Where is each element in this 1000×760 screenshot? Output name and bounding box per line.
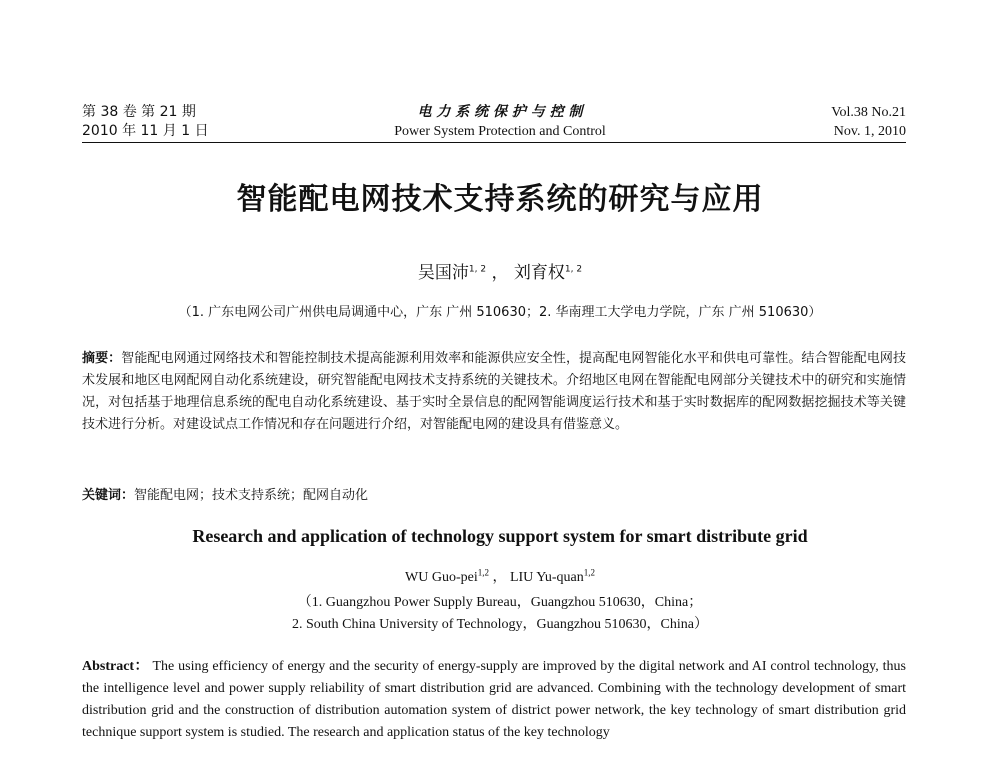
abstract-cn <box>82 348 906 436</box>
affiliation-en-line2: 2. South China University of Technology，Guangzhou 510630，China） <box>291 617 708 632</box>
paper-title-cn: 智能配电网技术支持系统的研究与应用 <box>236 182 764 217</box>
journal-name-en: Power System Protection and Control <box>394 124 606 139</box>
author-name: 吴国沛 <box>417 263 469 283</box>
publication-date-en: Nov. 1, 2010 <box>833 124 906 139</box>
author-separator: ， <box>492 570 507 585</box>
volume-issue-en: Vol.38 No.21 <box>831 105 906 120</box>
header-rule <box>82 142 906 143</box>
author-name: 刘育权 <box>513 263 565 283</box>
paper-title-en: Research and application of technology support system for smart distribute grid <box>192 526 808 546</box>
keywords-label-cn: 关键词： <box>82 488 135 503</box>
author-name: WU Guo-pei <box>405 570 478 585</box>
abstract-label-cn: 摘要： <box>82 351 122 366</box>
authors-en <box>0 566 1000 586</box>
affiliation-en-line1: （1. Guangzhou Power Supply Bureau，Guangzhou 510630，China； <box>297 595 703 610</box>
keywords-cn <box>82 485 906 507</box>
abstract-en <box>82 656 906 744</box>
abstract-text-cn: 智能配电网通过网络技术和智能控制技术提高能源利用效率和能源供应安全性，提高配电网智能化水平和供电可靠性。结合智能配电网技术发展和地区电网配网自动化系统建设，研究智能配电网技术支持系统的关键技术。介绍地区电网在智能配电网部分关键技术中的研究和实施情况，对包括基于地理信息系统的配电自动化系统建设、基于实时全景信息的配网智能调度运行技术和基于实时数据库的配网数据挖掘技术等关键技术进行分析。对建设试点工作情况和存在问题进行介绍，对智能配电网的建设具有借鉴意义。 <box>82 351 906 432</box>
author-affiliation-marker: 1, 2 <box>564 264 583 275</box>
author-affiliation-marker: 1,2 <box>477 567 489 578</box>
author-name: LIU Yu-quan <box>509 570 584 585</box>
author-separator: ， <box>491 263 509 283</box>
publication-date-cn: 2010 年 11 月 1 日 <box>82 123 209 139</box>
author-affiliation-marker: 1, 2 <box>468 264 487 275</box>
author-affiliation-marker: 1,2 <box>583 567 595 578</box>
volume-issue-cn: 第 38 卷 第 21 期 <box>82 104 196 120</box>
abstract-label-en: Abstract： <box>82 659 149 674</box>
abstract-text-en: The using efficiency of energy and the security of energy-supply are improved by the digital network and AI control technology, thus the intelligence level and power supply reliability of smart distribution grid are advanced. Combining with the technology development of smart distribution grid and the construction of distribution automation system of district power network, the key technology of smart distribution grid technique support system is studied. The research and application status of the key technology <box>82 659 906 740</box>
authors-cn <box>0 258 1000 283</box>
affiliation-cn: （1. 广东电网公司广州供电局调通中心，广东 广州 510630；2. 华南理工大学电力学院，广东 广州 510630） <box>178 305 822 320</box>
journal-name-cn: 电 力 系 统 保 护 与 控 制 <box>417 104 583 120</box>
keywords-text-cn: 智能配电网；技术支持系统；配网自动化 <box>134 488 369 503</box>
